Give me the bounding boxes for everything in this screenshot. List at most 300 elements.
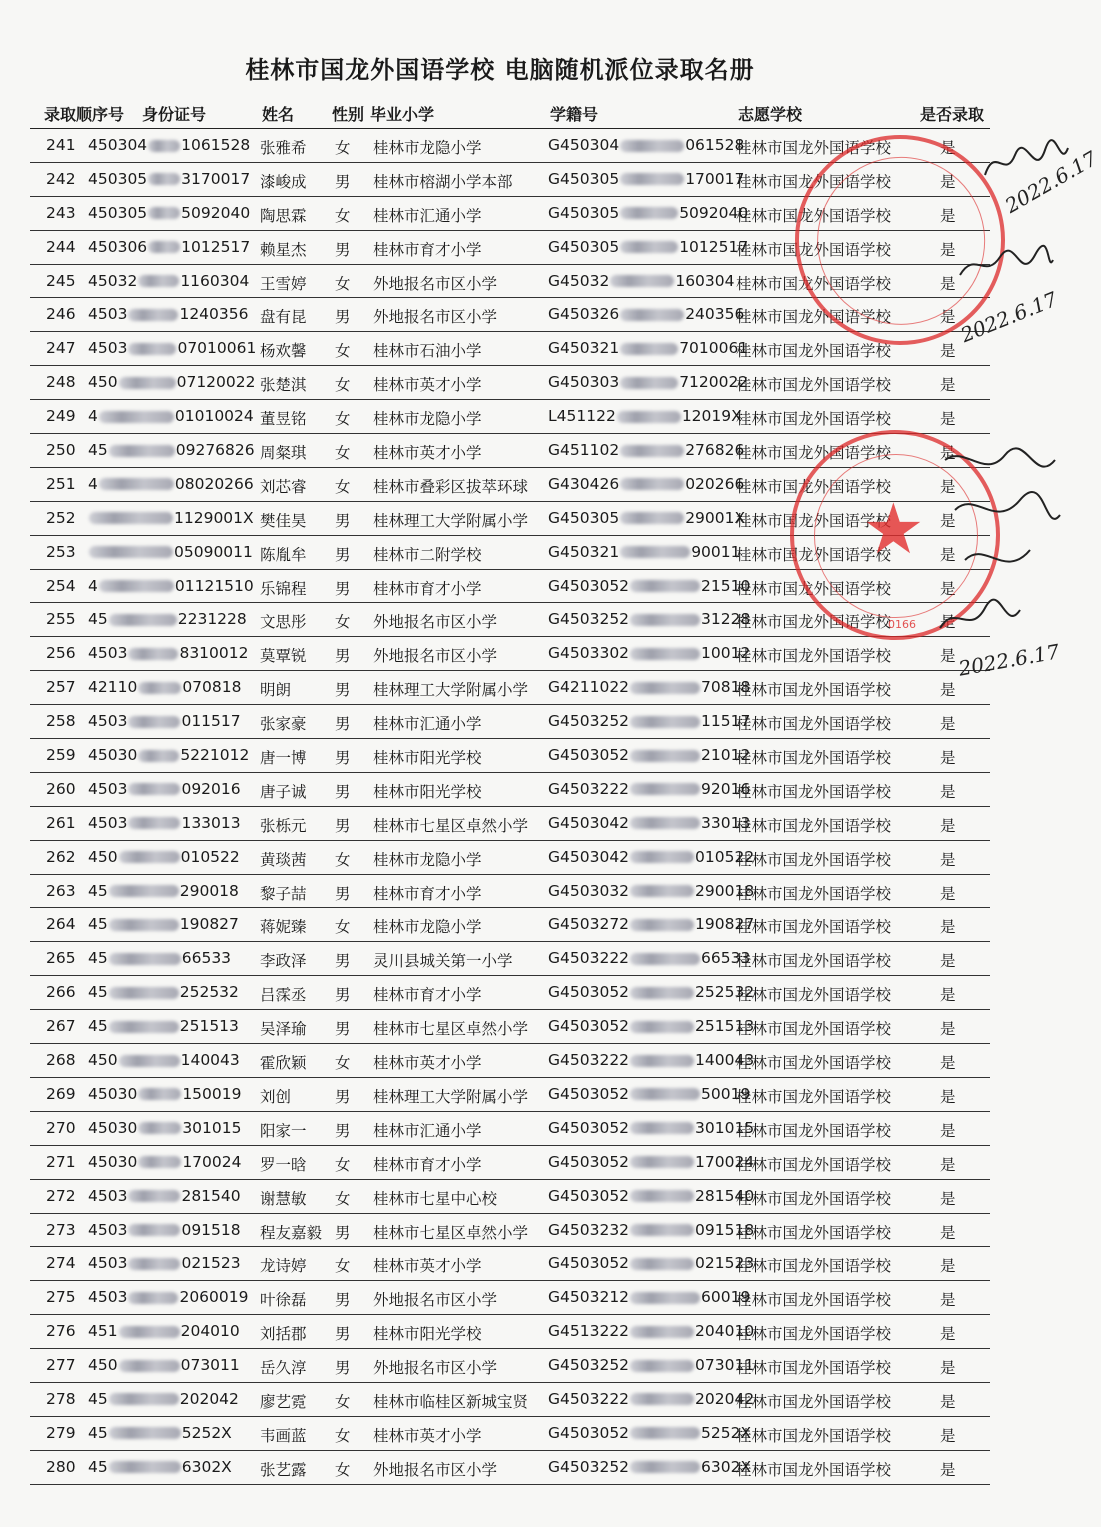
cell-admitted: 是: [940, 613, 956, 632]
cell-sex: 男: [335, 308, 351, 327]
redaction-blur: [630, 1360, 694, 1372]
redaction-blur: [99, 478, 174, 490]
cell-xueji: [548, 915, 754, 933]
cell-id: [88, 509, 254, 527]
cell-order: 256: [46, 644, 76, 663]
cell-volunteer: 桂林市国龙外国语学校: [736, 850, 892, 869]
redaction-blur: [620, 546, 690, 558]
id-prefix: 4503: [88, 1220, 128, 1239]
cell-volunteer: 桂林市国龙外国语学校: [736, 884, 892, 903]
cell-id: [88, 610, 247, 628]
xueji-suffix: 70818: [701, 678, 751, 697]
id-suffix: 011517: [181, 712, 241, 731]
cell-name: 李政泽: [260, 952, 307, 971]
id-suffix: 1240356: [179, 305, 249, 324]
cell-id: [88, 1458, 232, 1476]
cell-name: 阳家一: [260, 1121, 307, 1140]
cell-volunteer: 桂林市国龙外国语学校: [736, 477, 892, 496]
cell-sex: 男: [335, 1359, 351, 1378]
table-row: [30, 1112, 990, 1146]
redaction-blur: [630, 1021, 694, 1033]
cell-id: [88, 1390, 239, 1408]
xueji-suffix: 11517: [701, 712, 751, 731]
id-prefix: 4503: [88, 779, 128, 798]
table-row: [30, 705, 990, 739]
redaction-blur: [630, 648, 700, 660]
table-row: [30, 1315, 990, 1349]
table-row: [30, 976, 990, 1010]
cell-sex: 男: [335, 579, 351, 598]
cell-school: 桂林市龙隐小学: [373, 139, 482, 157]
cell-xueji: [548, 1221, 754, 1239]
xueji-prefix: G4503222: [548, 1051, 630, 1070]
xueji-prefix: G450305: [548, 237, 620, 256]
cell-id: [88, 577, 254, 595]
redaction-blur: [620, 140, 684, 152]
id-prefix: 4503: [88, 1186, 128, 1205]
cell-id: [88, 204, 250, 222]
cell-id: [88, 1051, 240, 1069]
cell-xueji: [548, 712, 750, 730]
cell-order: 258: [46, 712, 76, 731]
cell-order: 248: [46, 373, 76, 392]
cell-school: 桂林市临桂区新城宝贤: [373, 1392, 529, 1411]
redaction-blur: [138, 1156, 181, 1168]
cell-name: 唐一博: [260, 749, 307, 768]
id-prefix: 4: [88, 407, 98, 426]
cell-id: [88, 1288, 248, 1306]
id-prefix: 4503: [88, 339, 128, 358]
cell-school: 桂林市阳光学校: [373, 1325, 482, 1344]
xueji-prefix: G4503032: [548, 881, 630, 900]
redaction-blur: [630, 1156, 694, 1168]
cell-admitted: 是: [940, 986, 956, 1005]
cell-school: 外地报名市区小学: [373, 1291, 498, 1310]
cell-name: 漆峻成: [260, 172, 307, 191]
cell-order: 249: [46, 407, 76, 426]
signature-date-3: 2022.6.17: [956, 639, 1062, 681]
id-suffix: 091518: [181, 1220, 241, 1239]
table-row: [30, 875, 990, 909]
redaction-blur: [138, 1122, 181, 1134]
cell-xueji: [548, 1187, 754, 1205]
signature-date-2: 2022.6.17: [957, 286, 1061, 348]
xueji-suffix: 7120022: [679, 373, 749, 392]
cell-admitted: 是: [940, 647, 956, 666]
cell-sex: 男: [335, 545, 351, 564]
redaction-blur: [630, 1292, 700, 1304]
xueji-suffix: 170024: [695, 1152, 755, 1171]
cell-name: 张家豪: [260, 715, 307, 734]
cell-school: 桂林市七星区卓然小学: [373, 816, 529, 835]
cell-volunteer: 桂林市国龙外国语学校: [736, 1189, 892, 1208]
redaction-blur: [630, 1258, 694, 1270]
xueji-prefix: G4503252: [548, 610, 630, 629]
cell-school: 桂林市阳光学校: [373, 749, 482, 768]
cell-order: 255: [46, 610, 76, 629]
cell-id: [88, 780, 241, 798]
xueji-suffix: 92016: [701, 779, 751, 798]
cell-xueji: [548, 1119, 754, 1137]
cell-name: 赖星杰: [260, 240, 307, 259]
cell-id: [88, 1356, 240, 1374]
cell-name: 明朗: [260, 681, 292, 700]
id-suffix: 5221012: [180, 746, 250, 765]
cell-volunteer: 桂林市国龙外国语学校: [736, 1426, 892, 1445]
id-prefix: 45: [88, 881, 108, 900]
cell-xueji: [548, 407, 742, 425]
cell-school: 桂林市二附学校: [373, 545, 482, 564]
id-suffix: 251513: [179, 1017, 239, 1036]
cell-order: 260: [46, 779, 76, 798]
cell-school: 外地报名市区小学: [373, 308, 498, 327]
cell-sex: 女: [335, 444, 351, 463]
xueji-prefix: G4503052: [548, 1084, 630, 1103]
xueji-prefix: G4503052: [548, 1186, 630, 1205]
header-name: 姓名: [262, 105, 295, 124]
cell-school: 桂林市育才小学: [373, 579, 482, 598]
cell-name: 廖艺霓: [260, 1392, 307, 1411]
cell-order: 277: [46, 1356, 76, 1375]
redaction-blur: [630, 1326, 694, 1338]
xueji-suffix: 251513: [695, 1017, 755, 1036]
cell-volunteer: 桂林市国龙外国语学校: [736, 1325, 892, 1344]
xueji-suffix: 020266: [685, 474, 745, 493]
xueji-prefix: G451102: [548, 441, 620, 460]
id-prefix: 450304: [88, 136, 148, 154]
redaction-blur: [630, 750, 700, 762]
table-row: [30, 637, 990, 671]
table-row: [30, 366, 990, 400]
id-suffix: 6302X: [181, 1457, 232, 1476]
xueji-suffix: 290018: [695, 881, 755, 900]
cell-volunteer: 桂林市国龙外国语学校: [736, 579, 892, 598]
xueji-prefix: G450305: [548, 203, 620, 222]
xueji-suffix: 021523: [695, 1254, 755, 1273]
id-suffix: 3170017: [181, 169, 251, 188]
cell-id: [88, 305, 248, 323]
cell-id: [88, 475, 254, 493]
cell-id: [88, 543, 253, 561]
cell-volunteer: 桂林市国龙外国语学校: [736, 782, 892, 801]
redaction-blur: [128, 343, 176, 355]
cell-order: 272: [46, 1186, 76, 1205]
redaction-blur: [109, 987, 179, 999]
xueji-prefix: G4503042: [548, 813, 630, 832]
id-suffix: 2060019: [179, 1288, 249, 1307]
id-suffix: 01010024: [174, 407, 254, 426]
cell-volunteer: 桂林市国龙外国语学校: [736, 1087, 892, 1106]
cell-xueji: [548, 305, 744, 323]
cell-id: [88, 441, 255, 459]
xueji-prefix: G4503272: [548, 915, 630, 934]
cell-id: [88, 746, 249, 764]
cell-xueji: [548, 1356, 754, 1374]
redaction-blur: [99, 580, 174, 592]
id-prefix: 45030: [88, 1152, 138, 1171]
cell-name: 唐子诚: [260, 782, 307, 801]
redaction-blur: [630, 1122, 694, 1134]
redaction-blur: [109, 885, 179, 897]
cell-admitted: 是: [940, 342, 956, 361]
cell-xueji: [548, 678, 750, 696]
cell-school: 桂林市育才小学: [373, 240, 482, 259]
cell-admitted: 是: [940, 715, 956, 734]
cell-name: 杨欢馨: [260, 342, 307, 361]
table-row: [30, 807, 990, 841]
id-suffix: 281540: [181, 1186, 241, 1205]
redaction-blur: [128, 309, 178, 321]
header-school: 毕业小学: [370, 105, 435, 124]
cell-sex: 男: [335, 681, 351, 700]
cell-order: 253: [46, 542, 76, 561]
cell-name: 周粲琪: [260, 444, 307, 463]
cell-volunteer: 桂林市国龙外国语学校: [736, 376, 892, 395]
redaction-blur: [109, 953, 181, 965]
cell-sex: 女: [335, 850, 351, 869]
cell-admitted: 是: [940, 511, 956, 530]
id-prefix: 45: [88, 1389, 108, 1408]
cell-school: 桂林市七星区卓然小学: [373, 1223, 529, 1242]
redaction-blur: [109, 1021, 179, 1033]
cell-admitted: 是: [940, 274, 956, 293]
cell-id: [88, 848, 240, 866]
xueji-prefix: G4503222: [548, 949, 630, 968]
redaction-blur: [89, 512, 173, 524]
xueji-suffix: 240356: [685, 305, 745, 324]
xueji-prefix: G450305: [548, 508, 620, 527]
cell-volunteer: 桂林市国龙外国语学校: [736, 918, 892, 937]
redaction-blur: [620, 173, 684, 185]
xueji-prefix: G450303: [548, 373, 620, 392]
cell-xueji: [548, 475, 744, 493]
table-row: [30, 942, 990, 976]
cell-name: 谢慧敏: [260, 1189, 307, 1208]
xueji-suffix: 1012517: [679, 237, 749, 256]
cell-order: 257: [46, 678, 76, 697]
cell-xueji: [548, 1390, 754, 1408]
redaction-blur: [138, 275, 179, 287]
cell-admitted: 是: [940, 1087, 956, 1106]
cell-volunteer: 桂林市国龙外国语学校: [736, 816, 892, 835]
cell-admitted: 是: [940, 681, 956, 700]
cell-id: [88, 712, 241, 730]
cell-order: 276: [46, 1322, 76, 1341]
redaction-blur: [128, 648, 178, 660]
id-suffix: 204010: [180, 1322, 240, 1341]
cell-volunteer: 桂林市国龙外国语学校: [736, 1359, 892, 1378]
cell-xueji: [548, 1085, 750, 1103]
redaction-blur: [630, 851, 694, 863]
id-suffix: 073011: [180, 1356, 240, 1375]
cell-admitted: 是: [940, 1155, 956, 1174]
cell-sex: 女: [335, 1054, 351, 1073]
cell-admitted: 是: [940, 1020, 956, 1039]
cell-sex: 女: [335, 410, 351, 429]
cell-volunteer: 桂林市国龙外国语学校: [736, 1223, 892, 1242]
cell-volunteer: 桂林市国龙外国语学校: [736, 444, 892, 463]
cell-id: [88, 1017, 239, 1035]
header-admitted: 是否录取: [920, 105, 985, 124]
cell-order: 254: [46, 576, 76, 595]
id-prefix: 450305: [88, 203, 148, 222]
redaction-blur: [630, 1393, 694, 1405]
redaction-blur: [630, 1088, 700, 1100]
cell-volunteer: 桂林市国龙外国语学校: [736, 511, 892, 530]
xueji-prefix: G4513222: [548, 1322, 630, 1341]
cell-volunteer: 桂林市国龙外国语学校: [736, 410, 892, 429]
cell-xueji: [548, 577, 750, 595]
redaction-blur: [128, 716, 180, 728]
id-suffix: 05090011: [174, 542, 253, 561]
cell-id: [88, 644, 248, 662]
cell-admitted: 是: [940, 1257, 956, 1276]
cell-sex: 男: [335, 952, 351, 971]
cell-school: 桂林市叠彩区拔萃环球: [373, 477, 529, 496]
id-suffix: 8310012: [179, 644, 249, 663]
cell-sex: 男: [335, 240, 351, 259]
cell-volunteer: 桂林市国龙外国语学校: [736, 1054, 892, 1073]
cell-order: 268: [46, 1051, 76, 1070]
cell-volunteer: 桂林市国龙外国语学校: [736, 1121, 892, 1140]
id-prefix: 4503: [88, 712, 128, 731]
redaction-blur: [620, 377, 678, 389]
xueji-suffix: 091518: [695, 1220, 755, 1239]
cell-sex: 女: [335, 139, 351, 157]
redaction-blur: [128, 1258, 180, 1270]
redaction-blur: [630, 1224, 694, 1236]
cell-school: 桂林市汇通小学: [373, 715, 482, 734]
table-row: [30, 1247, 990, 1281]
redaction-blur: [620, 241, 678, 253]
id-prefix: 45030: [88, 1118, 138, 1137]
redaction-blur: [148, 207, 180, 219]
xueji-suffix: 21012: [701, 746, 751, 765]
cell-order: 251: [46, 474, 76, 493]
xueji-suffix: 21510: [701, 576, 751, 595]
cell-order: 270: [46, 1118, 76, 1137]
cell-id: [88, 170, 250, 188]
redaction-blur: [630, 580, 700, 592]
id-suffix: 301015: [182, 1118, 242, 1137]
xueji-suffix: 252532: [695, 983, 755, 1002]
cell-sex: 男: [335, 647, 351, 666]
xueji-suffix: 31228: [701, 610, 751, 629]
table-row: [30, 332, 990, 366]
xueji-suffix: 6302X: [701, 1457, 752, 1476]
cell-id: [88, 882, 239, 900]
cell-order: 269: [46, 1084, 76, 1103]
xueji-prefix: G4503212: [548, 1288, 630, 1307]
cell-order: 278: [46, 1389, 76, 1408]
redaction-blur: [138, 1088, 181, 1100]
id-prefix: 450: [88, 373, 118, 392]
cell-id: [88, 407, 254, 425]
table-row: [30, 908, 990, 942]
cell-xueji: [548, 543, 741, 561]
cell-sex: 女: [335, 1189, 351, 1208]
cell-school: 桂林市育才小学: [373, 884, 482, 903]
cell-admitted: 是: [940, 1054, 956, 1073]
cell-xueji: [548, 204, 748, 222]
redaction-blur: [620, 309, 684, 321]
cell-xueji: [548, 373, 748, 391]
cell-sex: 女: [335, 206, 351, 225]
id-prefix: 4503: [88, 813, 128, 832]
id-prefix: 4503: [88, 1288, 128, 1307]
table-row: [30, 1044, 990, 1078]
redaction-blur: [89, 546, 173, 558]
id-prefix: 45: [88, 949, 108, 968]
cell-sex: 男: [335, 1291, 351, 1310]
cell-xueji: [548, 441, 744, 459]
cell-name: 黄琰茜: [260, 850, 307, 869]
signature-scribble-3: [925, 440, 1065, 590]
cell-id: [88, 136, 250, 154]
document-title: 桂林市国龙外国语学校 电脑随机派位录取名册: [245, 56, 755, 84]
cell-volunteer: 桂林市国龙外国语学校: [736, 274, 892, 293]
id-suffix: 190827: [179, 915, 239, 934]
cell-volunteer: 桂林市国龙外国语学校: [736, 172, 892, 191]
cell-school: 桂林理工大学附属小学: [373, 1087, 529, 1106]
cell-school: 桂林市龙隐小学: [373, 850, 482, 869]
xueji-suffix: 170017: [685, 169, 745, 188]
id-suffix: 170024: [182, 1152, 242, 1171]
xueji-suffix: 190827: [695, 915, 755, 934]
cell-name: 乐锦程: [260, 579, 307, 598]
xueji-prefix: G4503222: [548, 1389, 630, 1408]
id-prefix: 4503: [88, 305, 128, 324]
id-prefix: 45032: [88, 271, 138, 290]
redaction-blur: [630, 919, 694, 931]
id-suffix: 07120022: [176, 373, 256, 392]
xueji-prefix: G4503052: [548, 1423, 630, 1442]
id-suffix: 08020266: [174, 474, 254, 493]
cell-name: 罗一晗: [260, 1155, 307, 1174]
table-row: [30, 1383, 990, 1417]
cell-school: 桂林理工大学附属小学: [373, 511, 529, 530]
cell-order: 264: [46, 915, 76, 934]
cell-admitted: 是: [940, 1223, 956, 1242]
xueji-suffix: 60019: [701, 1288, 751, 1307]
cell-admitted: 是: [940, 749, 956, 768]
id-suffix: 2231228: [177, 610, 247, 629]
cell-school: 桂林市石油小学: [373, 342, 482, 361]
cell-sex: 女: [335, 477, 351, 496]
cell-name: 岳久淳: [260, 1359, 307, 1378]
cell-xueji: [548, 780, 750, 798]
cell-volunteer: 桂林市国龙外国语学校: [736, 613, 892, 632]
cell-xueji: [548, 949, 750, 967]
redaction-blur: [630, 817, 700, 829]
cell-volunteer: 桂林市国龙外国语学校: [736, 139, 892, 157]
cell-order: 267: [46, 1017, 76, 1036]
cell-xueji: [548, 1458, 751, 1476]
redaction-blur: [630, 885, 694, 897]
cell-sex: 女: [335, 918, 351, 937]
header-xueji: 学籍号: [550, 105, 599, 124]
table-row: [30, 739, 990, 773]
cell-name: 叶徐磊: [260, 1291, 307, 1310]
cell-admitted: 是: [940, 139, 956, 157]
xueji-suffix: 50019: [701, 1084, 751, 1103]
cell-admitted: 是: [940, 1392, 956, 1411]
redaction-blur: [109, 614, 177, 626]
redaction-blur: [630, 1461, 700, 1473]
xueji-prefix: G4503302: [548, 644, 630, 663]
xueji-suffix: 10012: [701, 644, 751, 663]
id-prefix: 45: [88, 1423, 108, 1442]
